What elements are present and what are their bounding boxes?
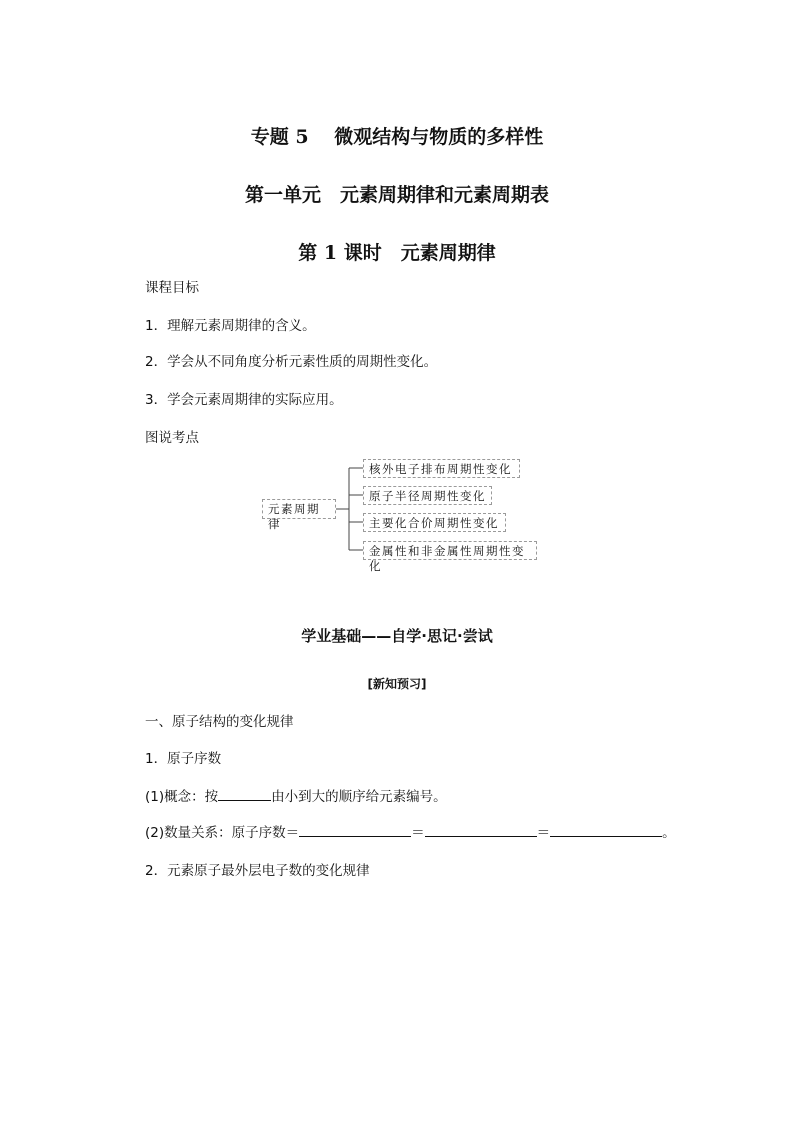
diagram-heading: 图说考点 xyxy=(145,430,199,446)
objective-item-2: 2．学会从不同角度分析元素性质的周期性变化。 xyxy=(145,354,438,370)
relation-blank-2[interactable] xyxy=(425,824,537,837)
topic-title: 专题 5 微观结构与物质的多样性 xyxy=(250,126,544,148)
objectives-heading: 课程目标 xyxy=(145,280,199,296)
objective-item-3: 3．学会元素周期律的实际应用。 xyxy=(145,392,343,408)
item-atomic-number: 1．原子序数 xyxy=(145,751,222,767)
lesson-title: 第 1 课时 元素周期律 xyxy=(298,242,496,264)
part-heading: 一、原子结构的变化规律 xyxy=(145,714,294,730)
diagram-branch-metallicity: 金属性和非金属性周期性变化 xyxy=(363,541,537,560)
relation-blank-3[interactable] xyxy=(550,824,662,837)
diagram-branch-electron: 核外电子排布周期性变化 xyxy=(363,459,520,478)
section-title: 学业基础——自学·思记·尝试 xyxy=(301,627,493,645)
objective-item-1: 1．理解元素周期律的含义。 xyxy=(145,318,316,334)
diagram-branch-radius: 原子半径周期性变化 xyxy=(363,486,492,505)
relation-line xyxy=(145,821,676,841)
relation-eq-1: ＝ xyxy=(411,825,425,841)
concept-blank[interactable] xyxy=(218,788,271,801)
preview-tag: [新知预习] xyxy=(367,677,427,691)
concept-suffix: 由小到大的顺序给元素编号。 xyxy=(271,789,447,805)
diagram-root: 元素周期律 xyxy=(262,499,336,519)
relation-end: 。 xyxy=(662,825,676,841)
concept-prefix: (1)概念：按 xyxy=(145,789,219,805)
unit-title: 第一单元 元素周期律和元素周期表 xyxy=(244,184,549,206)
relation-eq-2: ＝ xyxy=(536,825,551,841)
item-outer-electrons: 2．元素原子最外层电子数的变化规律 xyxy=(145,863,370,879)
relation-prefix: (2)数量关系：原子序数＝ xyxy=(145,825,300,841)
concept-line xyxy=(145,785,447,805)
diagram-branch-valence: 主要化合价周期性变化 xyxy=(363,513,506,532)
relation-blank-1[interactable] xyxy=(299,824,411,837)
